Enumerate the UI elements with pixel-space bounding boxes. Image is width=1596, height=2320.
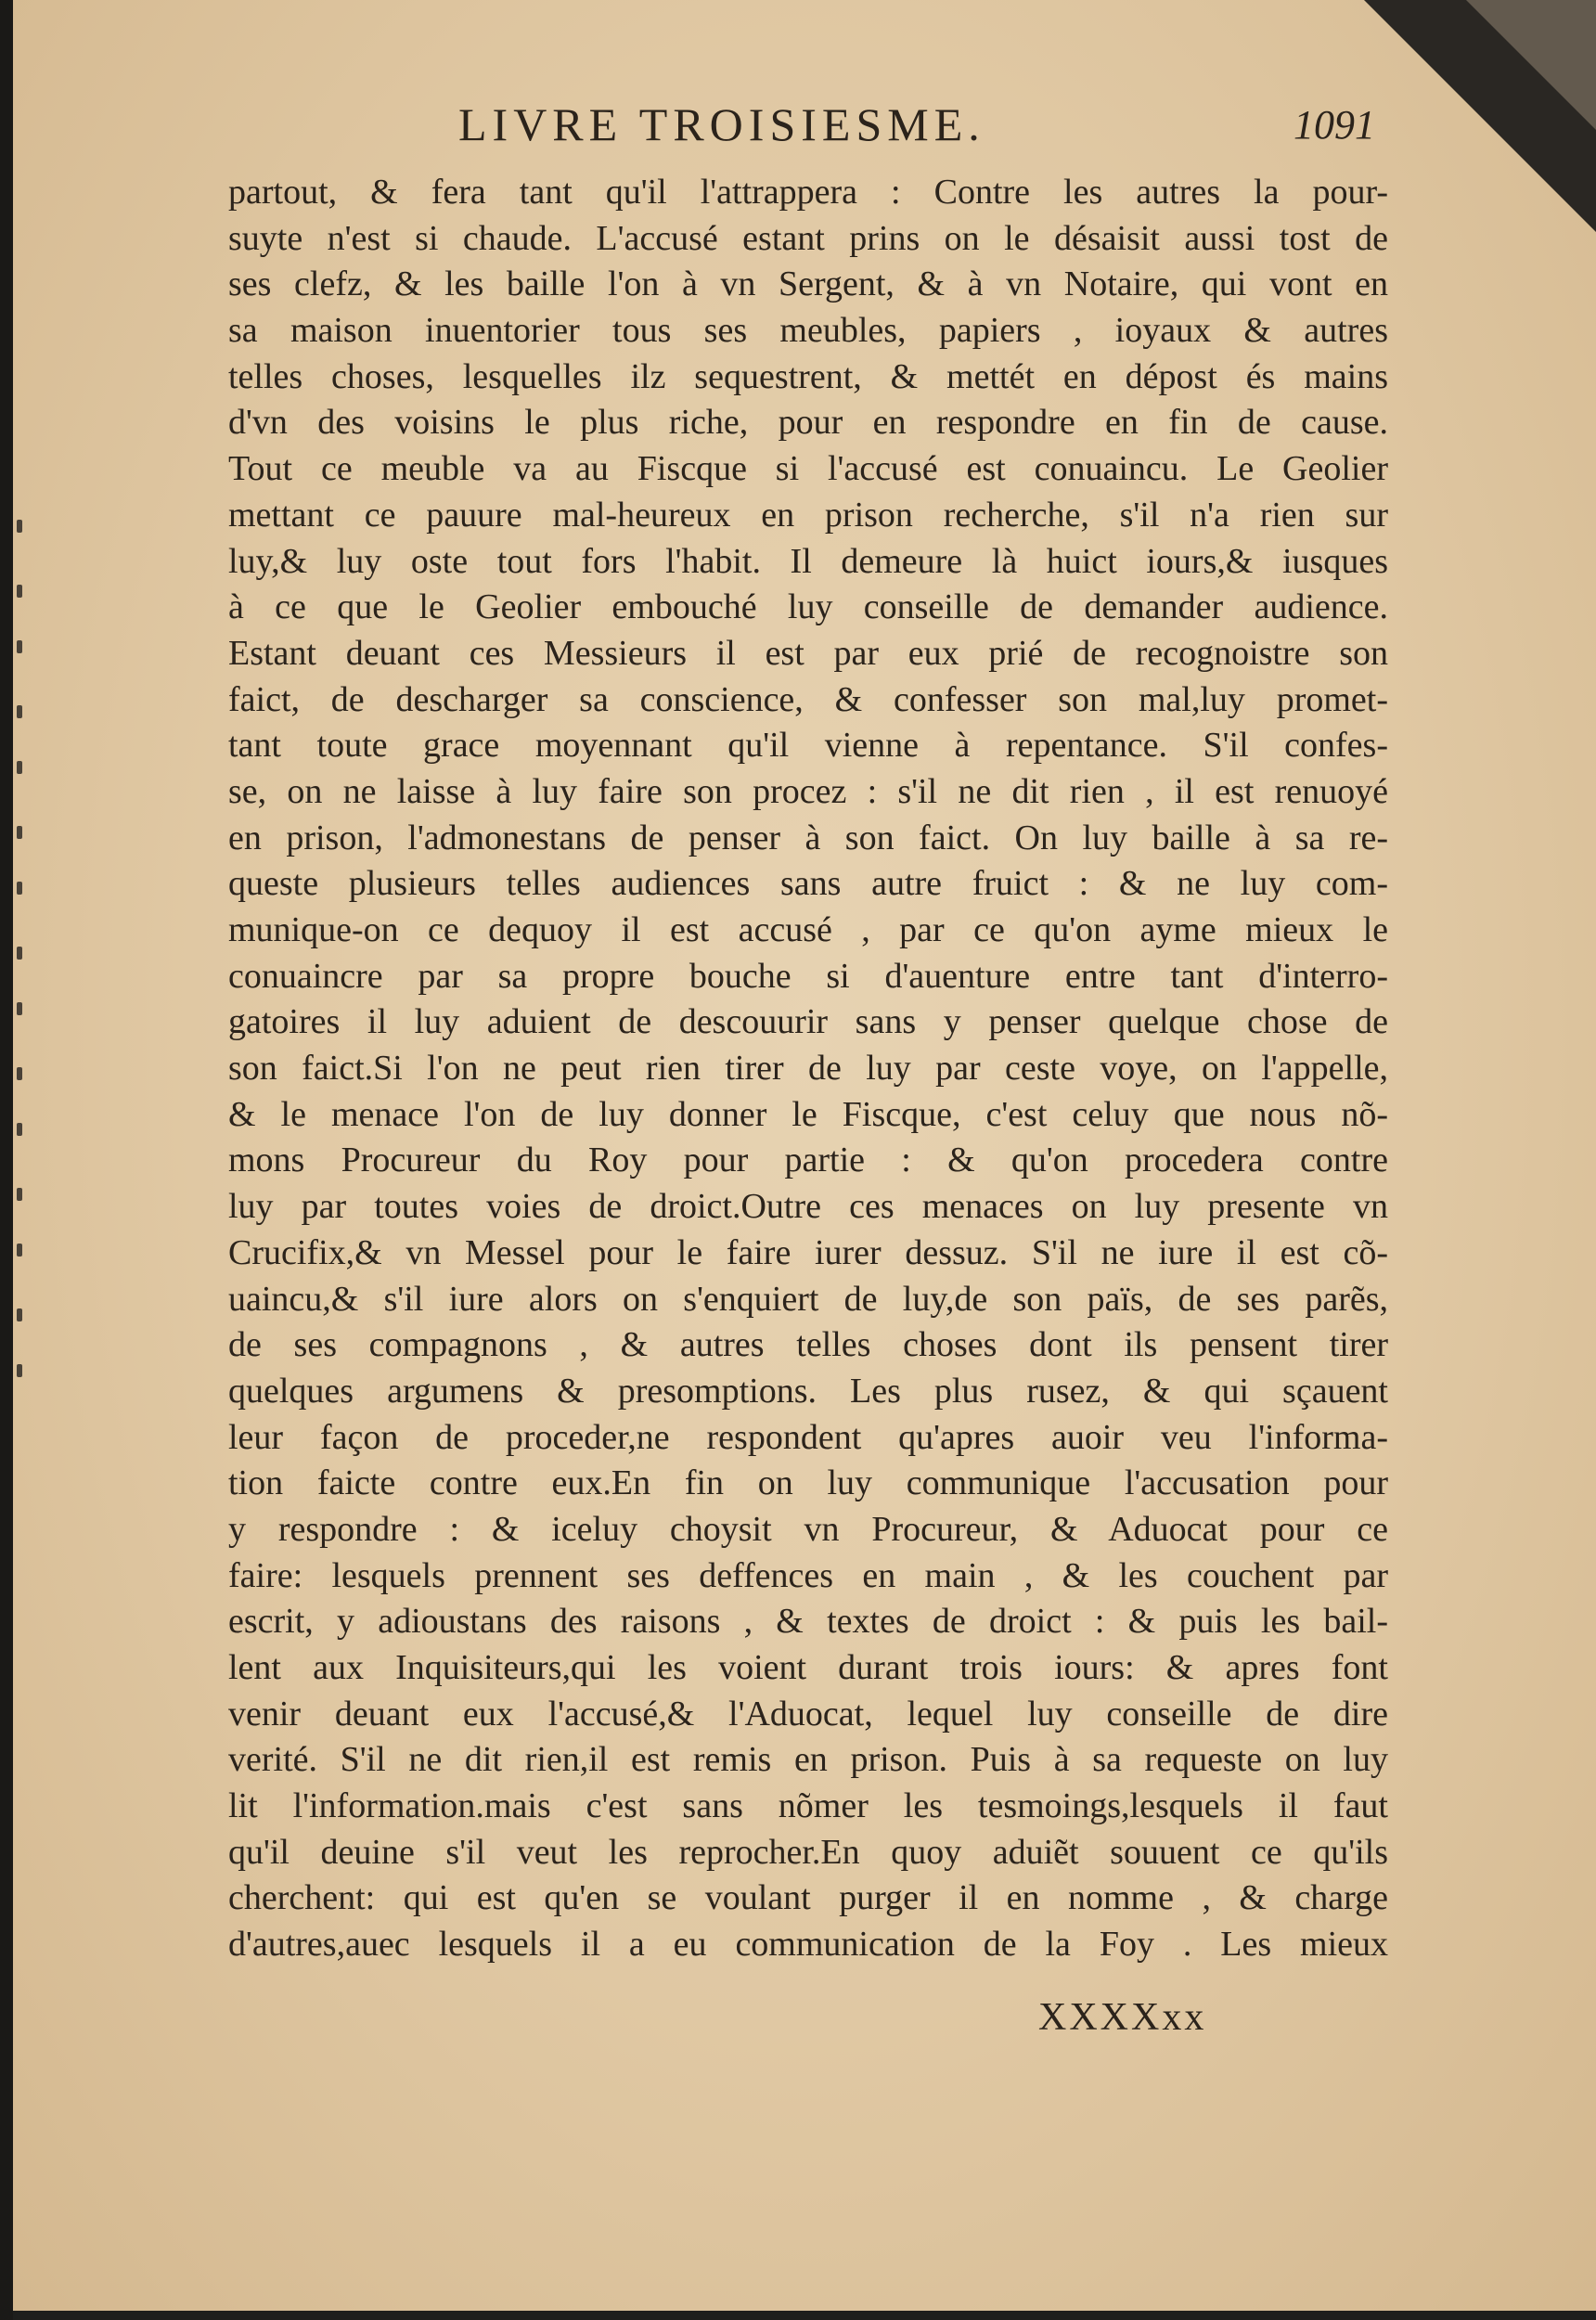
text-line: gatoires il luy aduient de descouurir sans y penser quelque chose de <box>228 1002 1388 1042</box>
text-line: son faict.Si l'on ne peut rien tirer de luy par ceste voye, on l'appelle, <box>228 1049 1388 1089</box>
page-header <box>458 97 1386 153</box>
text-line: y respondre : & iceluy choysit vn Procureur, & Aduocat pour ce <box>228 1509 1388 1549</box>
binding-shadow <box>0 0 13 2320</box>
text-line: Estant deuant ces Messieurs il est par eux prié de recognoistre son <box>228 633 1388 673</box>
text-line: mons Procureur du Roy pour partie : & qu'on procedera contre <box>228 1141 1388 1180</box>
text-line: en prison, l'admonestans de penser à son faict. On luy baille à sa re- <box>228 818 1388 857</box>
book-page <box>13 0 1596 2311</box>
text-line: uaincu,& s'il iure alors on s'enquiert de luy,de son païs, de ses parẽs, <box>228 1279 1388 1319</box>
signature-mark: XXXXxx <box>1038 1996 1207 2039</box>
text-line: tant toute grace moyennant qu'il vienne à repentance. S'il confes- <box>228 726 1388 766</box>
text-line: ses clefz, & les baille l'on à vn Sergent, & à vn Notaire, qui vont en <box>228 264 1388 304</box>
text-line: leur façon de proceder,ne respondent qu'apres auoir veu l'informa- <box>228 1417 1388 1457</box>
text-line: partout, & fera tant qu'il l'attrappera : Contre les autres la pour- <box>228 173 1388 212</box>
text-line: tion faicte contre eux.En fin on luy communique l'accusation pour <box>228 1463 1388 1503</box>
text-line: munique-on ce dequoy il est accusé , par ce qu'on ayme mieux le <box>228 910 1388 949</box>
body-text <box>228 170 1388 1968</box>
text-line: escrit, y adioustans des raisons , & textes de droict : & puis les bail- <box>228 1602 1388 1642</box>
text-line: lit l'information.mais c'est sans nõmer les tesmoings,lesquels il faut <box>228 1786 1388 1826</box>
text-line: quelques argumens & presomptions. Les plus rusez, & qui sçauent <box>228 1371 1388 1411</box>
text-line: d'vn des voisins le plus riche, pour en respondre en fin de cause. <box>228 403 1388 443</box>
text-line: verité. S'il ne dit rien,il est remis en prison. Puis à sa requeste on luy <box>228 1740 1388 1780</box>
text-line: lent aux Inquisiteurs,qui les voient durant trois iours: & apres font <box>228 1648 1388 1687</box>
text-line: Tout ce meuble va au Fiscque si l'accusé est conuaincu. Le Geolier <box>228 449 1388 489</box>
text-line: luy,& luy oste tout fors l'habit. Il demeure là huict iours,& iusques <box>228 541 1388 581</box>
text-line: conuaincre par sa propre bouche si d'auenture entre tant d'interro- <box>228 956 1388 996</box>
corner-shade <box>1466 0 1596 130</box>
text-line: venir deuant eux l'accusé,& l'Aduocat, lequel luy conseille de dire <box>228 1694 1388 1734</box>
text-line: de ses compagnons , & autres telles choses dont ils pensent tirer <box>228 1325 1388 1365</box>
text-line: queste plusieurs telles audiences sans autre fruict : & ne luy com- <box>228 864 1388 904</box>
running-head: LIVRE TROISIESME. <box>458 98 985 150</box>
text-line: qu'il deuine s'il veut les reprocher.En quoy aduiẽt souuent ce qu'ils <box>228 1832 1388 1872</box>
bleed-through-marks <box>13 520 32 1540</box>
text-line: suyte n'est si chaude. L'accusé estant prins on le désaisit aussi tost de <box>228 218 1388 258</box>
text-line: Crucifix,& vn Messel pour le faire iurer dessuz. S'il ne iure il est cõ- <box>228 1232 1388 1272</box>
page-number: 1091 <box>1294 102 1375 148</box>
text-line: d'autres,auec lesquels il a eu communication de la Foy . Les mieux <box>228 1925 1388 1965</box>
text-line: telles choses, lesquelles ilz sequestrent, & mettét en dépost és mains <box>228 356 1388 396</box>
text-line: faict, de descharger sa conscience, & confesser son mal,luy promet- <box>228 679 1388 719</box>
text-line: se, on ne laisse à luy faire son procez : s'il ne dit rien , il est renuoyé <box>228 771 1388 811</box>
text-line: mettant ce pauure mal-heureux en prison recherche, s'il n'a rien sur <box>228 495 1388 535</box>
text-line: cherchent: qui est qu'en se voulant purger il en nomme , & charge <box>228 1878 1388 1918</box>
text-line: & le menace l'on de luy donner le Fiscque, c'est celuy que nous nõ- <box>228 1094 1388 1134</box>
text-line: à ce que le Geolier embouché luy conseille de demander audience. <box>228 587 1388 627</box>
text-line: sa maison inuentorier tous ses meubles, papiers , ioyaux & autres <box>228 311 1388 351</box>
text-line: faire: lesquels prennent ses deffences en main , & les couchent par <box>228 1555 1388 1595</box>
text-line: luy par toutes voies de droict.Outre ces menaces on luy presente vn <box>228 1187 1388 1227</box>
